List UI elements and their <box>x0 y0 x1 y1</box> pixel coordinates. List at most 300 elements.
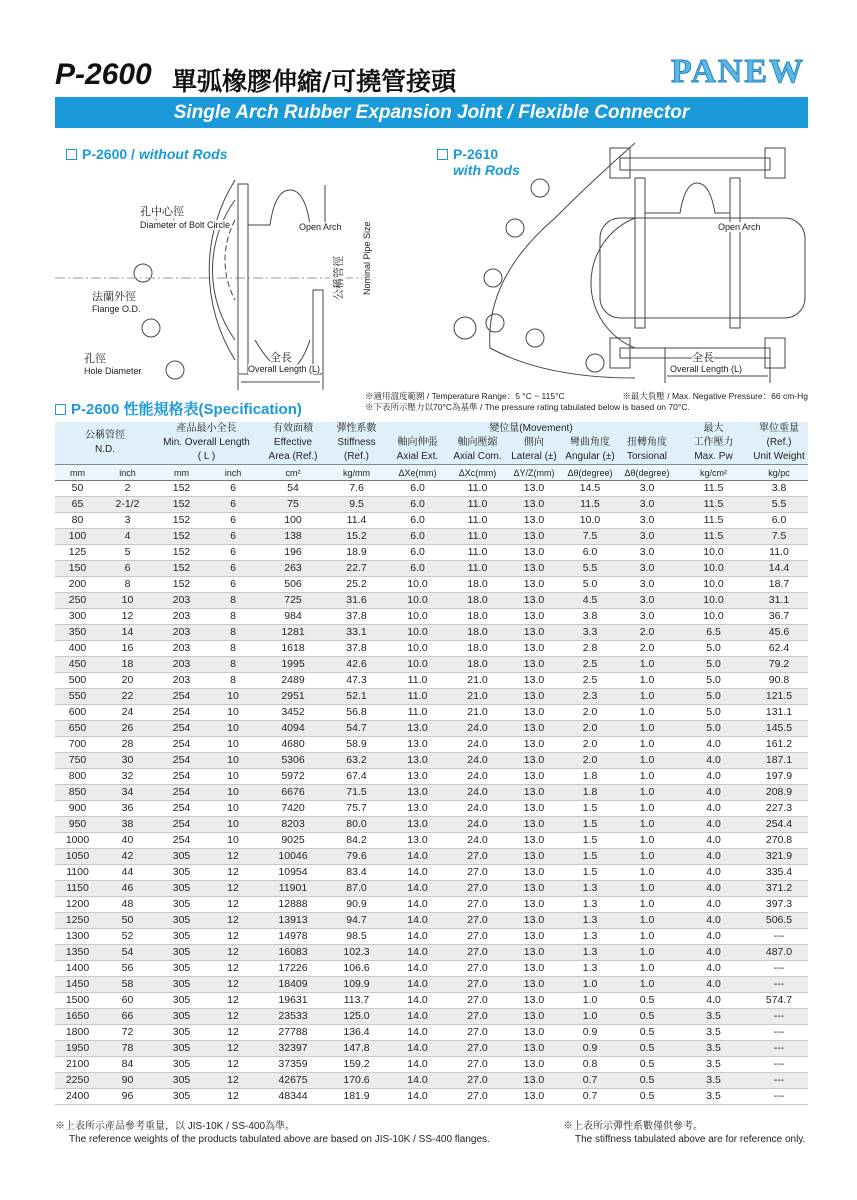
table-cell: 2.5 <box>563 657 617 673</box>
table-row <box>55 881 808 897</box>
table-cell: 950 <box>55 817 100 833</box>
table-cell: 13.0 <box>505 545 563 561</box>
table-cell: 14.5 <box>563 481 617 497</box>
table-cell: 305 <box>155 961 208 977</box>
table-row <box>55 577 808 593</box>
table-cell: 5.0 <box>677 689 750 705</box>
table-cell: 1.0 <box>617 833 677 849</box>
table-cell: 6 <box>208 513 258 529</box>
table-cell: 13.0 <box>505 1009 563 1025</box>
table-cell: 50 <box>55 481 100 497</box>
table-cell: 125 <box>55 545 100 561</box>
table-cell: 11.5 <box>677 529 750 545</box>
table-cell: 12888 <box>258 897 328 913</box>
table-cell: 84 <box>100 1057 155 1073</box>
table-cell: 22.7 <box>328 561 385 577</box>
table-cell: 2.0 <box>617 641 677 657</box>
table-cell: 2100 <box>55 1057 100 1073</box>
table-cell: 850 <box>55 785 100 801</box>
table-cell: 13.0 <box>505 641 563 657</box>
table-cell: 27.0 <box>450 1009 505 1025</box>
table-row <box>55 961 808 977</box>
table-cell: 254.4 <box>750 817 808 833</box>
table-cell: 1150 <box>55 881 100 897</box>
table-cell: 3.0 <box>617 513 677 529</box>
table-cell: 27.0 <box>450 993 505 1009</box>
table-cell: 6 <box>208 561 258 577</box>
table-cell: 27.0 <box>450 913 505 929</box>
table-cell: 371.2 <box>750 881 808 897</box>
table-cell: 12 <box>208 1057 258 1073</box>
table-cell: 14.0 <box>385 977 450 993</box>
table-cell: 48344 <box>258 1089 328 1105</box>
temperature-note: ※適用溫度範圍 / Temperature Range：5 °C ~ 115°C <box>365 391 565 401</box>
table-row <box>55 545 808 561</box>
table-cell: 3 <box>100 513 155 529</box>
table-cell: 1995 <box>258 657 328 673</box>
table-cell: 13.0 <box>505 881 563 897</box>
table-cell: 11.0 <box>385 673 450 689</box>
table-cell: 13.0 <box>505 513 563 529</box>
table-cell: 6.5 <box>677 625 750 641</box>
table-cell: 3.5 <box>677 1073 750 1089</box>
table-cell: 14.0 <box>385 1025 450 1041</box>
table-cell: 7.6 <box>328 481 385 497</box>
table-cell: 54 <box>258 481 328 497</box>
table-cell: 131.1 <box>750 705 808 721</box>
table-cell: 13.0 <box>505 929 563 945</box>
table-cell: 14.0 <box>385 1009 450 1025</box>
nominal-pipe-size-en: Nominal Pipe Size <box>362 221 372 295</box>
unit-cell: ΔY/Z(mm) <box>505 465 563 481</box>
table-cell: 203 <box>155 641 208 657</box>
table-cell: 1.0 <box>617 657 677 673</box>
unit-cell: kg/mm <box>328 465 385 481</box>
unit-cell: mm <box>155 465 208 481</box>
table-cell: 37.8 <box>328 641 385 657</box>
table-cell: 1.0 <box>617 801 677 817</box>
table-cell: 13.0 <box>505 657 563 673</box>
table-cell: 27.0 <box>450 945 505 961</box>
table-cell: 5972 <box>258 769 328 785</box>
header-movement: 變位量(Movement) <box>385 422 677 436</box>
hole-diameter-en: Hole Diameter <box>84 366 142 376</box>
table-cell: 52.1 <box>328 689 385 705</box>
table-cell: 13.0 <box>505 721 563 737</box>
table-cell: 14.0 <box>385 945 450 961</box>
table-cell: 8 <box>100 577 155 593</box>
table-cell: 98.5 <box>328 929 385 945</box>
table-cell: 121.5 <box>750 689 808 705</box>
table-cell: 1450 <box>55 977 100 993</box>
table-cell: 6.0 <box>385 513 450 529</box>
table-cell: 18.7 <box>750 577 808 593</box>
table-cell: 2.0 <box>617 625 677 641</box>
table-cell: 1.5 <box>563 849 617 865</box>
table-cell: 79.6 <box>328 849 385 865</box>
table-cell: 11.0 <box>385 689 450 705</box>
table-row <box>55 1025 808 1041</box>
table-cell: 50 <box>100 913 155 929</box>
table-cell: --- <box>750 1041 808 1057</box>
table-cell: 4.5 <box>563 593 617 609</box>
table-cell: 4.0 <box>677 737 750 753</box>
table-cell: 250 <box>55 593 100 609</box>
panew-logo <box>668 48 808 90</box>
table-cell: 102.3 <box>328 945 385 961</box>
header-lateral-en: Lateral (±) <box>505 450 563 465</box>
table-cell: 37359 <box>258 1057 328 1073</box>
table-header <box>55 422 808 481</box>
table-cell: 27.0 <box>450 961 505 977</box>
table-cell: 227.3 <box>750 801 808 817</box>
table-cell: --- <box>750 929 808 945</box>
table-cell: 96 <box>100 1089 155 1105</box>
table-cell: 305 <box>155 993 208 1009</box>
table-cell: 6 <box>208 497 258 513</box>
table-cell: 152 <box>155 513 208 529</box>
table-cell: 4.0 <box>677 977 750 993</box>
table-cell: 159.2 <box>328 1057 385 1073</box>
table-cell: 6.0 <box>385 529 450 545</box>
table-cell: 254 <box>155 785 208 801</box>
table-cell: 38 <box>100 817 155 833</box>
table-cell: 31.1 <box>750 593 808 609</box>
table-cell: 6 <box>208 577 258 593</box>
table-row <box>55 785 808 801</box>
table-cell: 42.6 <box>328 657 385 673</box>
table-cell: 18.0 <box>450 625 505 641</box>
table-cell: 1.0 <box>617 705 677 721</box>
table-cell: 1.0 <box>563 993 617 1009</box>
table-cell: 263 <box>258 561 328 577</box>
table-cell: 58 <box>100 977 155 993</box>
table-cell: 14.0 <box>385 1089 450 1105</box>
table-cell: 1.5 <box>563 817 617 833</box>
table-cell: 254 <box>155 705 208 721</box>
table-row <box>55 769 808 785</box>
table-cell: 30 <box>100 753 155 769</box>
header-length: 產品最小全長 Min. Overall Length ( L ) <box>155 422 258 465</box>
table-cell: 152 <box>155 481 208 497</box>
table-cell: 1200 <box>55 897 100 913</box>
table-cell: 1.0 <box>617 849 677 865</box>
table-cell: 196 <box>258 545 328 561</box>
table-cell: 254 <box>155 801 208 817</box>
table-cell: 71.5 <box>328 785 385 801</box>
table-cell: 13.0 <box>505 753 563 769</box>
table-cell: 22 <box>100 689 155 705</box>
table-cell: 13.0 <box>505 593 563 609</box>
table-row <box>55 481 808 497</box>
table-cell: 24.0 <box>450 833 505 849</box>
table-cell: 10.0 <box>677 609 750 625</box>
table-cell: 10 <box>208 769 258 785</box>
table-cell: 1800 <box>55 1025 100 1041</box>
bolt-circle-en: Diameter of Bolt Circle <box>140 220 231 230</box>
table-cell: 1000 <box>55 833 100 849</box>
negative-pressure-note: ※最大負壓 / Max. Negative Pressure：66 cm-Hg <box>622 391 808 401</box>
table-cell: 18.0 <box>450 609 505 625</box>
table-cell: 10.0 <box>677 593 750 609</box>
table-cell: 13.0 <box>505 961 563 977</box>
table-cell: 305 <box>155 913 208 929</box>
table-cell: 6.0 <box>385 545 450 561</box>
table-cell: 5.5 <box>750 497 808 513</box>
table-row <box>55 993 808 1009</box>
table-cell: 5.0 <box>677 657 750 673</box>
table-cell: 1.8 <box>563 769 617 785</box>
table-cell: 1350 <box>55 945 100 961</box>
table-cell: 506 <box>258 577 328 593</box>
table-cell: 203 <box>155 673 208 689</box>
table-row <box>55 721 808 737</box>
header-axial-com: 軸向壓縮 <box>450 436 505 450</box>
table-cell: 27.0 <box>450 865 505 881</box>
table-cell: 1.3 <box>563 945 617 961</box>
table-cell: 18409 <box>258 977 328 993</box>
header-area: 有效面積 Effective Area (Ref.) <box>258 422 328 465</box>
table-cell: 1100 <box>55 865 100 881</box>
table-cell: 8 <box>208 641 258 657</box>
table-cell: 13.0 <box>505 689 563 705</box>
unit-cell: Δθ(degree) <box>563 465 617 481</box>
table-cell: 0.5 <box>617 1041 677 1057</box>
table-cell: 0.7 <box>563 1073 617 1089</box>
table-cell: 5 <box>100 545 155 561</box>
table-row <box>55 913 808 929</box>
table-cell: 6.0 <box>385 497 450 513</box>
table-cell: 4.0 <box>677 785 750 801</box>
units-row <box>55 465 808 481</box>
table-cell: 208.9 <box>750 785 808 801</box>
table-cell: 24.0 <box>450 801 505 817</box>
table-row <box>55 641 808 657</box>
table-cell: 12 <box>208 865 258 881</box>
table-cell: 13.0 <box>505 769 563 785</box>
table-cell: 12 <box>100 609 155 625</box>
table-cell: 10954 <box>258 865 328 881</box>
unit-cell: kg/cm² <box>677 465 750 481</box>
table-cell: 203 <box>155 657 208 673</box>
table-cell: 4.0 <box>677 945 750 961</box>
table-cell: 305 <box>155 1009 208 1025</box>
table-cell: 11901 <box>258 881 328 897</box>
table-cell: 4.0 <box>677 769 750 785</box>
table-cell: 11.0 <box>450 481 505 497</box>
table-cell: 13.0 <box>505 1089 563 1105</box>
table-cell: 21.0 <box>450 689 505 705</box>
table-cell: 13.0 <box>505 1073 563 1089</box>
table-cell: 13.0 <box>505 609 563 625</box>
table-cell: 450 <box>55 657 100 673</box>
table-cell: 60 <box>100 993 155 1009</box>
table-cell: 16 <box>100 641 155 657</box>
table-cell: 10.0 <box>385 657 450 673</box>
table-cell: 8 <box>208 609 258 625</box>
table-cell: 13.0 <box>505 849 563 865</box>
flange-od-cn: 法蘭外徑 <box>92 288 136 304</box>
table-cell: 10 <box>208 801 258 817</box>
header-weight: 單位重量 (Ref.) Unit Weight <box>750 422 808 465</box>
table-cell: 13.0 <box>385 785 450 801</box>
table-cell: 203 <box>155 609 208 625</box>
table-cell: 4.0 <box>677 801 750 817</box>
table-cell: 12 <box>208 897 258 913</box>
table-cell: 6 <box>100 561 155 577</box>
table-cell: 254 <box>155 737 208 753</box>
table-cell: 197.9 <box>750 769 808 785</box>
table-cell: --- <box>750 1073 808 1089</box>
table-cell: 1950 <box>55 1041 100 1057</box>
table-cell: 0.5 <box>617 1073 677 1089</box>
table-cell: 350 <box>55 625 100 641</box>
table-cell: 1.0 <box>617 721 677 737</box>
table-cell: 13.0 <box>505 865 563 881</box>
table-cell: 58.9 <box>328 737 385 753</box>
pressure-basis-note: ※下表所示壓力以70°C為基準 / The pressure rating tabulated below is based on 70°C. <box>365 402 690 412</box>
table-cell: 2-1/2 <box>100 497 155 513</box>
table-cell: 150 <box>55 561 100 577</box>
table-cell: 0.7 <box>563 1089 617 1105</box>
open-arch-label-rods: Open Arch <box>718 222 761 232</box>
table-cell: 14.0 <box>385 881 450 897</box>
table-cell: 0.8 <box>563 1057 617 1073</box>
header-stiffness: 彈性系數 Stiffness (Ref.) <box>328 422 385 465</box>
table-cell: 1.0 <box>563 1009 617 1025</box>
table-cell: 56 <box>100 961 155 977</box>
table-cell: 152 <box>155 545 208 561</box>
table-cell: 2.5 <box>563 673 617 689</box>
table-cell: 4.0 <box>677 881 750 897</box>
table-cell: 1.0 <box>617 673 677 689</box>
table-cell: 75 <box>258 497 328 513</box>
table-cell: 125.0 <box>328 1009 385 1025</box>
table-cell: 56.8 <box>328 705 385 721</box>
table-cell: 4 <box>100 529 155 545</box>
table-cell: 12 <box>208 1041 258 1057</box>
table-cell: 6 <box>208 529 258 545</box>
table-cell: 487.0 <box>750 945 808 961</box>
table-cell: 14.0 <box>385 849 450 865</box>
table-cell: 83.4 <box>328 865 385 881</box>
table-cell: 12 <box>208 881 258 897</box>
table-cell: 305 <box>155 881 208 897</box>
table-cell: 72 <box>100 1025 155 1041</box>
table-cell: 13.0 <box>505 833 563 849</box>
table-cell: 42 <box>100 849 155 865</box>
table-cell: 4.0 <box>677 817 750 833</box>
table-cell: 90.8 <box>750 673 808 689</box>
table-cell: 11.0 <box>450 561 505 577</box>
table-cell: 8 <box>208 657 258 673</box>
table-cell: 5.0 <box>563 577 617 593</box>
table-cell: 9.5 <box>328 497 385 513</box>
table-cell: 6676 <box>258 785 328 801</box>
table-cell: 4.0 <box>677 753 750 769</box>
table-cell: 24.0 <box>450 785 505 801</box>
table-row <box>55 1041 808 1057</box>
table-cell: 4.0 <box>677 913 750 929</box>
table-cell: 2.8 <box>563 641 617 657</box>
table-cell: 7.5 <box>750 529 808 545</box>
table-row <box>55 673 808 689</box>
table-cell: 1250 <box>55 913 100 929</box>
unit-cell: ΔXc(mm) <box>450 465 505 481</box>
table-row <box>55 561 808 577</box>
header-axial-ext-en: Axial Ext. <box>385 450 450 465</box>
table-cell: 8203 <box>258 817 328 833</box>
table-cell: 13.0 <box>505 1041 563 1057</box>
table-cell: 181.9 <box>328 1089 385 1105</box>
table-cell: 3.0 <box>617 609 677 625</box>
table-cell: 14.0 <box>385 1057 450 1073</box>
table-cell: 25.2 <box>328 577 385 593</box>
table-cell: 254 <box>155 833 208 849</box>
header-lateral: 側向 <box>505 436 563 450</box>
table-cell: 27.0 <box>450 1073 505 1089</box>
table-cell: 13.0 <box>505 705 563 721</box>
checkbox-icon <box>55 404 66 415</box>
table-cell: 3.8 <box>750 481 808 497</box>
table-cell: 12 <box>208 1025 258 1041</box>
table-cell: 1.0 <box>617 929 677 945</box>
table-cell: 14.4 <box>750 561 808 577</box>
table-cell: 305 <box>155 1073 208 1089</box>
table-cell: 75.7 <box>328 801 385 817</box>
table-cell: 13.0 <box>505 577 563 593</box>
table-cell: 32397 <box>258 1041 328 1057</box>
table-cell: 17226 <box>258 961 328 977</box>
header-axial-ext: 軸向伸張 <box>385 436 450 450</box>
table-cell: 145.5 <box>750 721 808 737</box>
table-row <box>55 801 808 817</box>
table-cell: 506.5 <box>750 913 808 929</box>
table-cell: 203 <box>155 593 208 609</box>
table-row <box>55 529 808 545</box>
table-cell: 3.0 <box>617 529 677 545</box>
table-cell: 24.0 <box>450 721 505 737</box>
table-row <box>55 609 808 625</box>
table-cell: 18.0 <box>450 657 505 673</box>
title-banner: Single Arch Rubber Expansion Joint / Flexible Connector <box>55 97 808 128</box>
table-cell: 3.0 <box>617 593 677 609</box>
table-cell: 11.5 <box>677 481 750 497</box>
table-cell: 12 <box>208 1009 258 1025</box>
table-cell: 27.0 <box>450 881 505 897</box>
unit-cell: cm² <box>258 465 328 481</box>
table-row <box>55 897 808 913</box>
table-row <box>55 625 808 641</box>
overall-length-en-rods: Overall Length (L) <box>670 364 743 374</box>
table-cell: 10046 <box>258 849 328 865</box>
table-cell: 67.4 <box>328 769 385 785</box>
table-cell: 1.3 <box>563 881 617 897</box>
table-cell: 4094 <box>258 721 328 737</box>
table-cell: 54.7 <box>328 721 385 737</box>
unit-cell: inch <box>100 465 155 481</box>
table-cell: 34 <box>100 785 155 801</box>
table-cell: 2951 <box>258 689 328 705</box>
table-cell: 10 <box>208 737 258 753</box>
table-cell: 13.0 <box>505 785 563 801</box>
table-cell: 187.1 <box>750 753 808 769</box>
table-cell: 984 <box>258 609 328 625</box>
table-cell: 24.0 <box>450 737 505 753</box>
table-cell: 725 <box>258 593 328 609</box>
table-cell: 3.0 <box>617 545 677 561</box>
table-cell: 13.0 <box>385 817 450 833</box>
